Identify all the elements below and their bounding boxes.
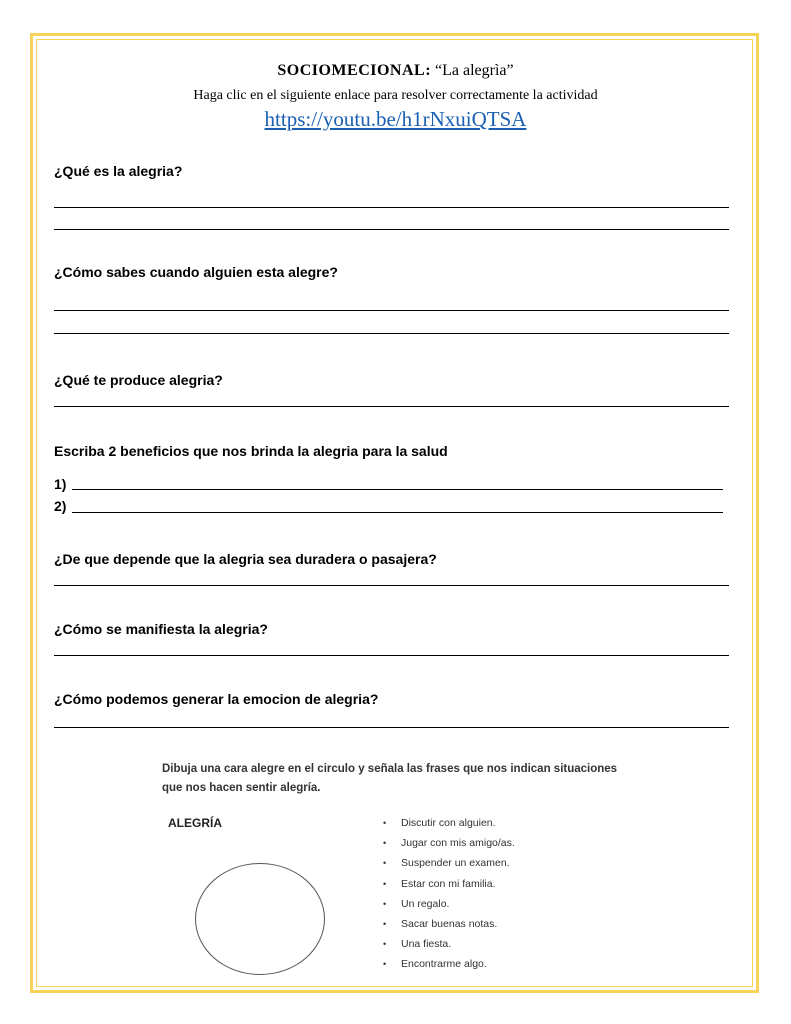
activity-heading [162, 760, 632, 798]
drawing-circle[interactable] [195, 863, 325, 975]
instruction-text: Haga clic en el siguiente enlace para resolver correctamente la actividad [193, 88, 598, 103]
question-4: Escriba 2 beneficios que nos brinda la alegria para la salud [54, 443, 448, 459]
question-6: ¿Cómo se manifiesta la alegria? [54, 621, 268, 637]
situation-list [383, 813, 515, 975]
activity-heading-line-1: Dibuja una cara alegre en el circulo y señala las frases que nos indican situaciones [162, 763, 618, 775]
list-item[interactable]: • Suspender un examen. [383, 853, 515, 873]
list-item[interactable]: • Un regalo. [383, 894, 515, 914]
answer-line[interactable] [54, 310, 729, 311]
question-3: ¿Qué te produce alegria? [54, 372, 223, 388]
answer-line[interactable] [54, 655, 729, 656]
youtube-link[interactable]: https://youtu.be/h1rNxuiQTSA [264, 107, 527, 131]
list-item[interactable]: • Jugar con mis amigo/as. [383, 833, 515, 853]
list-item[interactable]: • Sacar buenas notas. [383, 914, 515, 934]
answer-line[interactable] [54, 207, 729, 208]
list-item[interactable]: • Discutir con alguien. [383, 813, 515, 833]
alegria-label: ALEGRÍA [168, 816, 222, 830]
list-item[interactable]: • Encontrarme algo. [383, 954, 515, 974]
item-number-1: 1) [54, 476, 67, 492]
question-7: ¿Cómo podemos generar la emocion de alegria? [54, 691, 379, 707]
question-5: ¿De que depende que la alegria sea duradera o pasajera? [54, 551, 437, 567]
answer-line[interactable] [54, 406, 729, 407]
answer-line-2[interactable] [72, 512, 723, 513]
worksheet-title [0, 62, 791, 80]
answer-line[interactable] [54, 333, 729, 334]
question-2: ¿Cómo sabes cuando alguien esta alegre? [54, 264, 338, 280]
title-value: “La alegrìa” [431, 62, 514, 79]
list-item[interactable]: • Estar con mi familia. [383, 874, 515, 894]
answer-line[interactable] [54, 229, 729, 230]
answer-line[interactable] [54, 585, 729, 586]
title-label: SOCIOMECIONAL: [277, 62, 432, 79]
activity-heading-line-2: que nos hacen sentir alegría. [162, 782, 321, 794]
answer-line-1[interactable] [72, 489, 723, 490]
item-number-2: 2) [54, 498, 67, 514]
answer-line[interactable] [54, 727, 729, 728]
question-1: ¿Qué es la alegria? [54, 163, 183, 179]
list-item[interactable]: • Una fiesta. [383, 934, 515, 954]
